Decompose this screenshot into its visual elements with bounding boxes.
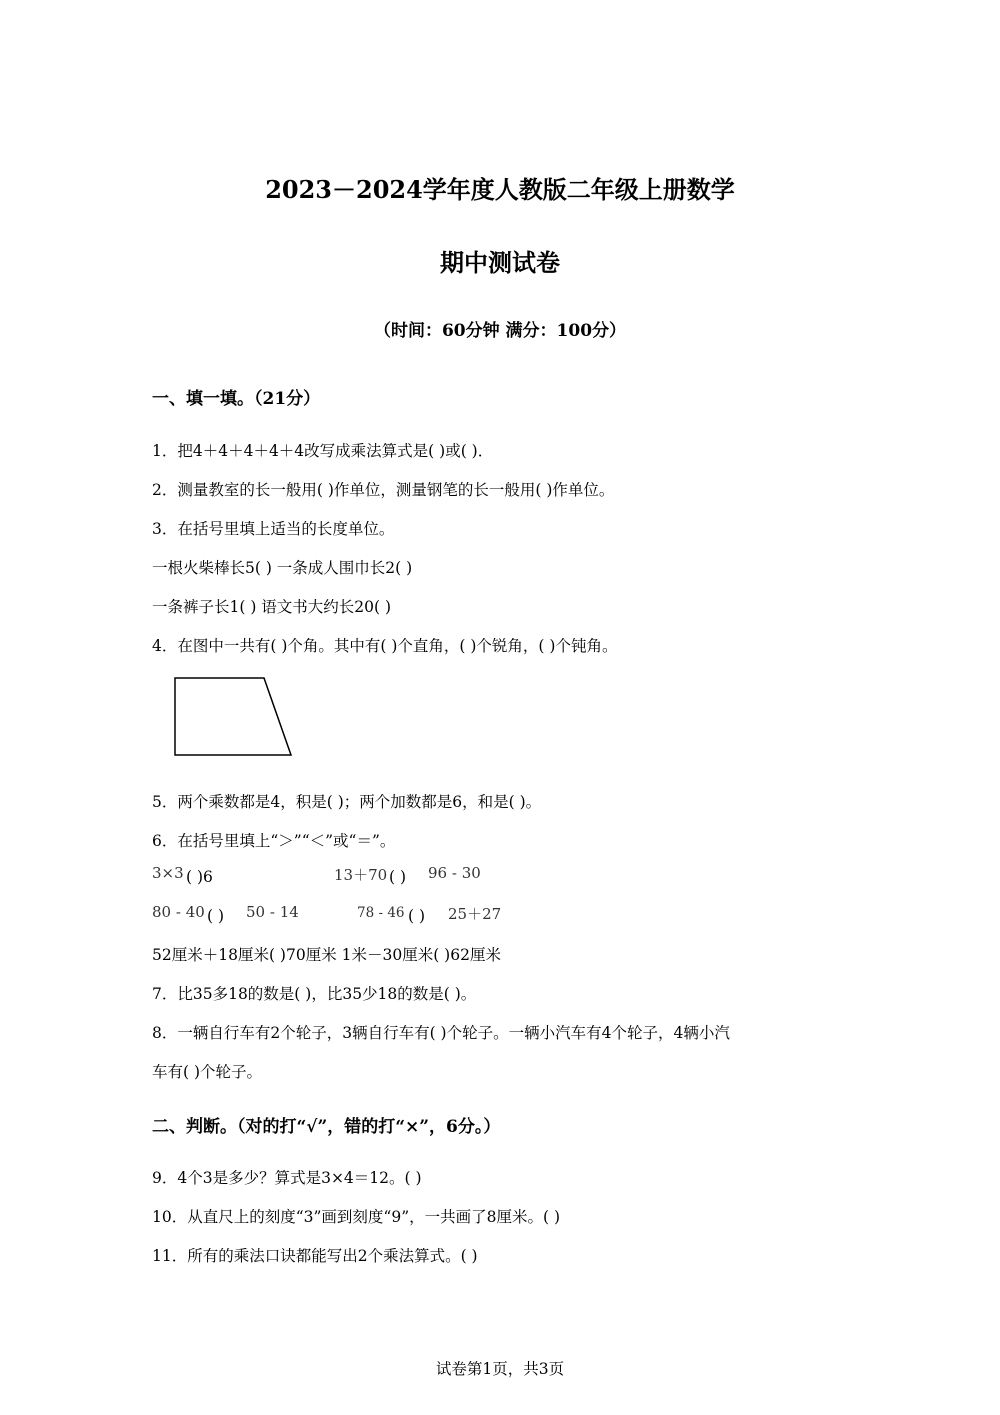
question-1: 1．把4＋4＋4＋4＋4改写成乘法算式是( )或( )． <box>152 442 494 460</box>
q6-expr-3x3: 3×3 <box>152 864 184 882</box>
question-2: 2．测量教室的长一般用( )作单位，测量钢笔的长一般用( )作单位。 <box>152 481 615 499</box>
question-7: 7．比35多18的数是( )，比35少18的数是( )。 <box>152 985 477 1003</box>
exam-time-score: （时间：60分钟 满分：100分） <box>373 321 627 341</box>
question-5: 5．两个乘数都是4，积是( )；两个加数都是6，和是( )。 <box>152 793 542 811</box>
q6-blank-4: ( ) <box>408 907 426 925</box>
section-1-heading: 一、填一填。（21分） <box>152 389 321 409</box>
question-11: 11．所有的乘法口诀都能写出2个乘法算式。( ) <box>152 1247 478 1265</box>
q6-blank-2: ( ) <box>389 868 407 886</box>
question-8-line-b: 车有( )个轮子。 <box>152 1063 263 1081</box>
q6-expr-78-46: 78 - 46 <box>357 905 405 921</box>
q6-expr-50-14: 50 - 14 <box>246 903 299 921</box>
q6-blank-3: ( ) <box>207 907 225 925</box>
q6-blank-1: ( )6 <box>186 868 213 886</box>
q6-expr-80-40: 80 - 40 <box>152 903 205 921</box>
exam-title: 2023－2024学年度人教版二年级上册数学 <box>265 175 735 204</box>
question-9: 9．4个3是多少？算式是3×4＝12。( ) <box>152 1169 422 1187</box>
exam-subtitle: 期中测试卷 <box>440 248 560 277</box>
question-6: 6．在括号里填上“＞”“＜”或“＝”。 <box>152 832 396 850</box>
question-3-line-b: 一条裤子长1( ) 语文书大约长20( ) <box>152 598 392 616</box>
question-6-line-c: 52厘米＋18厘米( )70厘米 1米－30厘米( )62厘米 <box>152 946 501 964</box>
question-3: 3．在括号里填上适当的长度单位。 <box>152 520 395 538</box>
page-footer: 试卷第1页，共3页 <box>435 1360 565 1378</box>
question-3-line-a: 一根火柴棒长5( ) 一条成人围巾长2( ) <box>152 559 413 577</box>
q6-expr-96-30: 96 - 30 <box>428 864 481 882</box>
question-8-line-a: 8．一辆自行车有2个轮子，3辆自行车有( )个轮子。一辆小汽车有4个轮子，4辆小汽 <box>152 1024 730 1042</box>
section-2-heading: 二、判断。（对的打“√”，错的打“×”，6分。） <box>152 1117 501 1137</box>
question-10: 10．从直尺上的刻度“3”画到刻度“9”，一共画了8厘米。( ) <box>152 1208 561 1226</box>
question-4: 4．在图中一共有( )个角。其中有( )个直角，( )个锐角，( )个钝角。 <box>152 637 618 655</box>
q6-expr-13-70: 13＋70 <box>334 866 388 884</box>
q6-expr-25-27: 25＋27 <box>448 905 502 923</box>
